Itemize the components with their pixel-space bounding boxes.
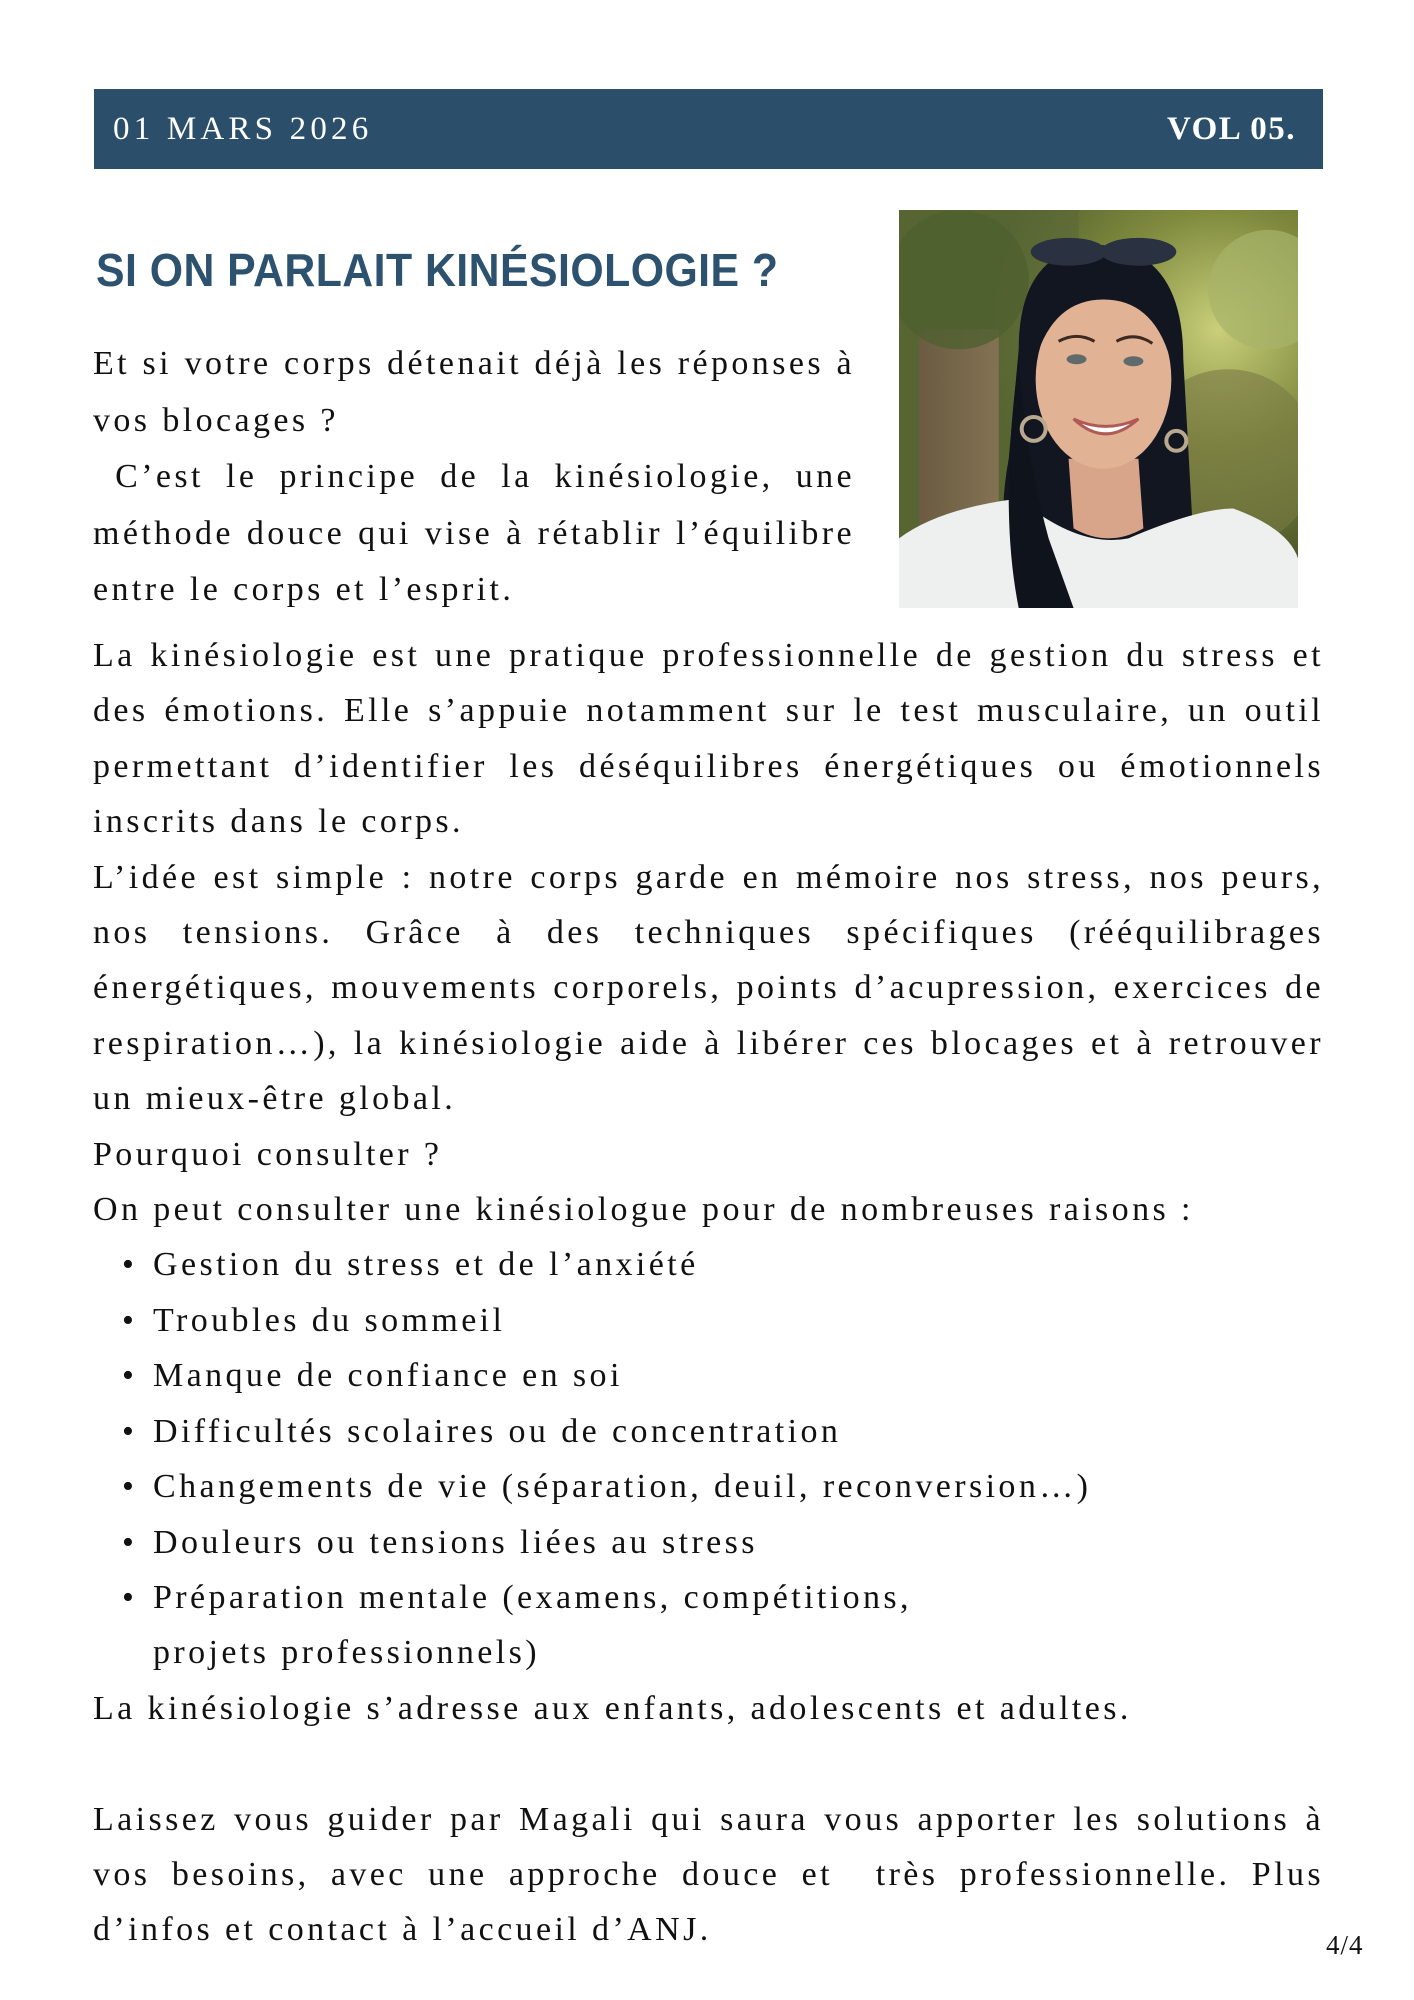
article-body [93, 628, 1324, 1958]
article-title: SI ON PARLAIT KINÉSIOLOGIE ? [96, 244, 779, 296]
paragraph-closing: Laissez vous guider par Magali qui saura vous apporter les solutions à vos besoins, avec une approche douce et très professionnelle. Plus d’infos et contact à l’accueil d’ANJ. [93, 1800, 1324, 1949]
list-item [122, 1237, 1324, 1292]
list-item [122, 1459, 1324, 1514]
list-item [122, 1515, 1324, 1570]
list-item [122, 1293, 1324, 1348]
list-item-text: Manque de confiance en soi [153, 1357, 623, 1395]
bullet-icon: • [122, 1412, 138, 1450]
issue-volume: VOL 05. [1166, 111, 1296, 147]
list-item [122, 1348, 1324, 1403]
bullet-icon: • [122, 1523, 138, 1561]
reasons-list [93, 1237, 1324, 1680]
portrait-photo [899, 210, 1298, 608]
list-item-text: Troubles du sommeil [153, 1301, 506, 1339]
list-item-text: Changements de vie (séparation, deuil, reconversion…) [153, 1468, 1092, 1506]
bullet-icon: • [122, 1246, 138, 1284]
list-item [122, 1570, 1013, 1681]
paragraph-audience: La kinésiologie s’adresse aux enfants, adolescents et adultes. [93, 1689, 1132, 1727]
portrait-image [899, 210, 1298, 608]
bullet-icon: • [122, 1357, 138, 1395]
intro-paragraph [93, 336, 855, 619]
bullet-icon: • [122, 1468, 138, 1506]
list-item-text: Préparation mentale (examens, compétitions, projets professionnels) [153, 1578, 912, 1672]
intro-principle: C’est le principe de la kinésiologie, une méthode douce qui vise à rétablir l’équilibre entre le corps et l’esprit. [93, 458, 855, 608]
subheading-why-consult: Pourquoi consulter ? [93, 1135, 443, 1173]
bullet-icon: • [122, 1578, 138, 1616]
paragraph-definition: La kinésiologie est une pratique professionnelle de gestion du stress et des émotions. Elle s’appuie notamment sur le test musculaire, un outil permettant d’identifier les déséquilibres énergétiques ou émotionnels inscrits dans le corps. [93, 637, 1324, 841]
paragraph-method: L’idée est simple : notre corps garde en mémoire nos stress, nos peurs, nos tensions. Grâce à des techniques spécifiques (rééquilibrages énergétiques, mouvements corporels, points d’acupression, exercices de respiration…), la kinésiologie aide à libérer ces blocages et à retrouver un mieux-être global. [93, 858, 1324, 1118]
bullet-icon: • [122, 1301, 138, 1339]
list-item-text: Gestion du stress et de l’anxiété [153, 1246, 699, 1284]
page-number: 4/4 [1326, 1930, 1364, 1960]
paragraph-reasons-intro: On peut consulter une kinésiologue pour de nombreuses raisons : [93, 1191, 1194, 1229]
intro-question: Et si votre corps détenait déjà les réponses à vos blocages ? [93, 345, 855, 439]
list-item-text: Difficultés scolaires ou de concentration [153, 1412, 842, 1450]
list-item-text: Douleurs ou tensions liées au stress [153, 1523, 758, 1561]
list-item [122, 1404, 1324, 1459]
paragraph-spacer [93, 1736, 1324, 1791]
header-bar [94, 89, 1323, 169]
issue-date: 01 MARS 2026 [113, 111, 373, 147]
